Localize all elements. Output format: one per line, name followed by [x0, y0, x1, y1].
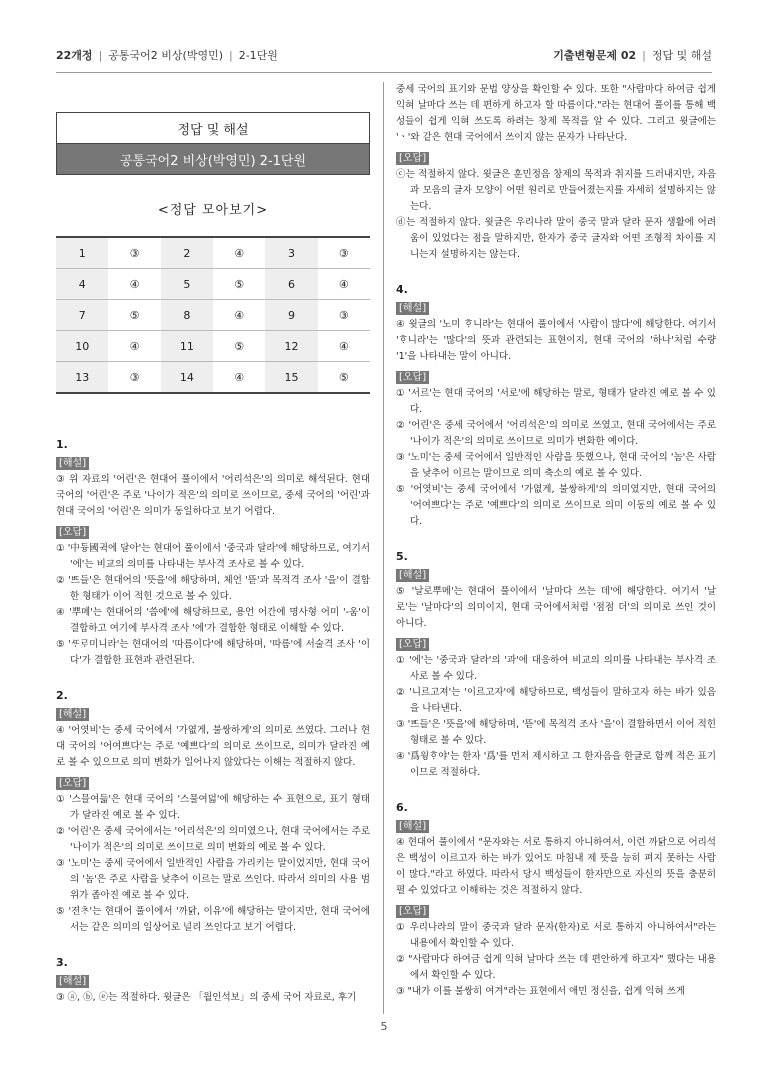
- question-4-explanation: ④ 윗글의 '노미 ᄒᆞ니라'는 현대어 풀이에서 '사람이 많다'에 해당한다. 여기서 'ᄒᆞ니라'는 '많다'의 뜻과 관련되는 표현이지, 현대 국어의 '하나'처럼 수량 '1'을 나타내는 말이 아니다.: [396, 319, 716, 362]
- question-2-wrong-item: ② '어린'은 중세 국어에서는 '어리석은'의 의미였으나, 현대 국어에서는 주로 '나이가 적은'의 의미로 쓰이므로 의미 변화의 예로 볼 수 있다.: [56, 826, 370, 853]
- question-1-wrong-item: ⑤ 'ᄯᆞᄅᆞ미니라'는 현대어의 '따름이다'에 해당하며, '따름'에 서술격 조사 '이다'가 결합한 표현과 관련된다.: [56, 639, 370, 666]
- answer-number: 13: [56, 362, 108, 394]
- answer-number: 6: [265, 269, 317, 300]
- answer-number: 8: [161, 300, 213, 331]
- title-box-heading: 정답 및 해설: [177, 122, 249, 138]
- question-1-wrong-item: ② 'ᄠᅳ들'은 현대어의 '뜻을'에 해당하며, 체언 '뜯'과 목적격 조사 '을'이 결합한 형태가 이어 적힌 것으로 볼 수 있다.: [56, 575, 370, 602]
- question-6-wrong-item: ③ "내가 이를 불쌍히 여겨"라는 표현에서 애민 정신을, 쉽게 익혀 쓰게: [396, 986, 686, 997]
- question-5-number: 5.: [396, 550, 408, 563]
- question-2-wrong-item: ③ '노미'는 중세 국어에서 일반적인 사람을 가리키는 말이었지만, 현대 국어의 '놈'은 주로 사람을 낮추어 이르는 말로 쓰인다. 따라서 의미의 사용 범위가 좁아진 예로 볼 수 있다.: [56, 858, 370, 901]
- wrong-label: [오답]: [396, 152, 429, 165]
- wrong-label: [오답]: [56, 777, 89, 790]
- explain-label: [해설]: [396, 820, 429, 833]
- question-1-wrong-item: ④ '뿌메'는 현대어의 '씀에'에 해당하므로, 용언 어간에 명사형 어미 '-움'이 결합하고 여기에 부사격 조사 '에'가 결합한 형태로 이해할 수 있다.: [56, 607, 370, 634]
- wrong-label: [오답]: [396, 371, 429, 384]
- question-1-number: 1.: [56, 438, 68, 451]
- answer-number: 10: [56, 331, 108, 362]
- header-unit: 2-1단원: [238, 49, 278, 62]
- answer-choice: ④: [213, 237, 265, 269]
- answer-choice: ⑤: [213, 269, 265, 300]
- answer-number: 12: [265, 331, 317, 362]
- answer-row: [56, 269, 370, 300]
- question-6-wrong-item: ② "사람마다 하여금 쉽게 익혀 날마다 쓰는 데 편안하게 하고자" 했다는 내용에서 확인할 수 있다.: [396, 954, 716, 981]
- explain-label: [해설]: [396, 569, 429, 582]
- question-3-number: 3.: [56, 956, 68, 969]
- answer-number: 7: [56, 300, 108, 331]
- question-4-wrong-item: ③ '노미'는 중세 국어에서 일반적인 사람을 뜻했으나, 현대 국어의 '놈'은 사람을 낮추어 이르는 말이므로 의미 축소의 예로 볼 수 있다.: [396, 452, 716, 479]
- title-box: [56, 112, 370, 175]
- question-4-wrong-item: ① '서르'는 현대 국어의 '서로'에 해당하는 말로, 형태가 달라진 예로 볼 수 있다.: [396, 388, 716, 415]
- answer-choice: ③: [108, 237, 160, 269]
- answer-number: 15: [265, 362, 317, 394]
- question-5-wrong-item: ① '에'는 '중국과 달라'의 '과'에 대응하여 비교의 의미를 나타내는 부사격 조사로 볼 수 있다.: [396, 655, 716, 682]
- question-5-explanation: ⑤ '날로뿌메'는 현대어 풀이에서 '날마다 쓰는 데'에 해당한다. 여기서 '날로'는 '날마다'의 의미이지, 현대 국어에서처럼 '점점 더'의 의미로 쓰인 것이 아니다.: [396, 586, 716, 629]
- explain-label: [해설]: [56, 708, 89, 721]
- column-divider: [383, 82, 384, 1014]
- answer-number: 5: [161, 269, 213, 300]
- question-6-explanation: ④ 현대어 풀이에서 "문자와는 서로 통하지 아니하여서, 이런 까닭으로 어리석은 백성이 이르고자 하는 바가 있어도 마침내 제 뜻을 능히 펴지 못하는 사람이 많다."라고 하였다. 따라서 당시 백성들이 한자만으로 자신의 뜻을 충분히 펼 수 있었다고 이해하는 것은 적절하지 않다.: [396, 837, 716, 896]
- wrong-label: [오답]: [396, 638, 429, 651]
- answer-row: [56, 331, 370, 362]
- page-header: [56, 44, 712, 66]
- wrong-label: [오답]: [396, 905, 429, 918]
- answer-row: [56, 300, 370, 331]
- answer-choice: ④: [318, 269, 370, 300]
- answer-choice: ④: [318, 331, 370, 362]
- question-1-wrong-item: ① '中듕國귁에 달아'는 현대어 풀이에서 '중국과 달라'에 해당하므로, 여기서 '에'는 비교의 의미를 나타내는 부사격 조사로 볼 수 있다.: [56, 543, 370, 570]
- question-4-wrong-item: ⑤ '어엿비'는 중세 국어에서 '가엾게, 불쌍하게'의 의미였지만, 현대 국어의 '어여쁘다'는 주로 '예쁘다'의 의미로 쓰이므로 의미 이동의 예로 볼 수 있다.: [396, 484, 716, 527]
- answer-number: 3: [265, 237, 317, 269]
- question-5-wrong-item: ④ '爲윙ᄒᆞ야'는 한자 '爲'를 먼저 제시하고 그 한자음을 한글로 함께 적은 표기이므로 적절하다.: [396, 751, 716, 778]
- explain-label: [해설]: [396, 302, 429, 315]
- answer-choice: ⑤: [213, 331, 265, 362]
- question-2-number: 2.: [56, 689, 68, 702]
- header-section: 정답 및 해설: [651, 49, 712, 62]
- title-box-subtitle: 공통국어2 비상(박영민) 2-1단원: [57, 143, 369, 174]
- question-2-wrong-item: ⑤ '젼ᄎᆞ'는 현대어 풀이에서 '까닭, 이유'에 해당하는 말이지만, 현대 국어에서는 같은 의미의 일상어로 널리 쓰인다고 보기 어렵다.: [56, 906, 370, 933]
- question-1-explanation: ③ 위 자료의 '어린'은 현대어 풀이에서 '어리석은'의 의미로 해석된다. 현대 국어의 '어린'은 주로 '나이가 적은'의 의미로 쓰이므로, 중세 국어의 '어린'과 현대 국어의 '어린'은 의미가 동일하다고 보기 어렵다.: [56, 474, 370, 517]
- header-edition: 22개정: [56, 49, 93, 62]
- answer-choice: ④: [213, 362, 265, 394]
- answer-number: 14: [161, 362, 213, 394]
- answer-number: 11: [161, 331, 213, 362]
- question-2-wrong-item: ① '스믈여듧'은 현대 국어의 '스물여덟'에 해당하는 수 표현으로, 표기 형태가 달라진 예로 볼 수 있다.: [56, 794, 370, 821]
- answer-number: 9: [265, 300, 317, 331]
- header-series: 기출변형문제 02: [553, 49, 637, 62]
- answer-choice: ⑤: [318, 362, 370, 394]
- answer-table: [56, 236, 370, 394]
- question-5-wrong-item: ② '니르고져'는 '이르고자'에 해당하므로, 백성들이 말하고자 하는 바가 있음을 나타낸다.: [396, 687, 716, 714]
- right-column: [396, 82, 716, 1000]
- question-3-explanation-cont: 중세 국어의 표기와 문법 양상을 확인할 수 있다. 또한 "사람마다 하여금 쉽게 익혀 날마다 쓰는 데 편하게 하고자 할 따름이다."라는 현대어 풀이를 통해 백성들이 쉽게 익혀 쓰도록 하려는 창제 목적을 알 수 있다. 그리고 윗글에는 'ㆍ'와 같은 현대 국어에서 쓰이지 않는 문자가 나타난다.: [396, 84, 716, 143]
- answer-number: 2: [161, 237, 213, 269]
- explain-label: [해설]: [56, 457, 89, 470]
- question-3-wrong-item: ⓒ는 적절하지 않다. 윗글은 훈민정음 창제의 목적과 취지를 드러내지만, 자음과 모음의 글자 모양이 어떤 원리로 만들어졌는지를 자세히 설명하지는 않는다.: [396, 169, 716, 212]
- answer-choice: ③: [108, 362, 160, 394]
- question-3-explanation-start: ③ ⓐ, ⓑ, ⓔ는 적절하다. 윗글은 「월인석보」의 중세 국어 자료로, 후기: [56, 992, 357, 1003]
- answer-choice: ③: [318, 300, 370, 331]
- answer-number: 1: [56, 237, 108, 269]
- header-textbook: 공통국어2 비상(박영민): [108, 49, 223, 62]
- explain-label: [해설]: [56, 975, 89, 988]
- answer-choice: ⑤: [108, 300, 160, 331]
- question-5-wrong-item: ③ 'ᄠᅳ들'은 '뜻을'에 해당하며, '뜯'에 목적격 조사 '을'이 결합하면서 이어 적힌 형태로 볼 수 있다.: [396, 719, 716, 746]
- answer-choice: ④: [213, 300, 265, 331]
- answer-choice: ③: [318, 237, 370, 269]
- page-number: 5: [380, 1020, 388, 1033]
- question-6-wrong-item: ① 우리나라의 말이 중국과 달라 문자(한자)로 서로 통하지 아니하여서"라는 내용에서 확인할 수 있다.: [396, 922, 716, 949]
- answer-choice: ④: [108, 331, 160, 362]
- header-right: 기출변형문제 02 | 정답 및 해설: [553, 49, 712, 62]
- wrong-label: [오답]: [56, 526, 89, 539]
- left-column: [56, 82, 370, 1006]
- answer-number: 4: [56, 269, 108, 300]
- answer-row: [56, 237, 370, 269]
- question-6-number: 6.: [396, 801, 408, 814]
- header-left: 22개정 | 공통국어2 비상(박영민) | 2-1단원: [56, 49, 278, 62]
- header-rule: [56, 72, 712, 73]
- answer-row: [56, 362, 370, 394]
- question-3-wrong-item: ⓓ는 적절하지 않다. 윗글은 우리나라 말이 중국 말과 달라 문자 생활에 어려움이 있었다는 점을 말하지만, 한자가 중국 글자와 어떤 조형적 차이를 지니는지 설명하지는 않는다.: [396, 217, 716, 260]
- question-2-explanation: ④ '어엿비'는 중세 국어에서 '가엾게, 불쌍하게'의 의미로 쓰였다. 그러나 현대 국어의 '어여쁘다'는 주로 '예쁘다'의 의미로 쓰이므로, 의미가 달라진 예로 볼 수 있으므로 의미 변화가 일어나지 않았다는 이해는 적절하지 않다.: [56, 725, 370, 768]
- answer-choice: ④: [108, 269, 160, 300]
- question-4-wrong-item: ② '어린'은 중세 국어에서 '어리석은'의 의미로 쓰였고, 현대 국어에서는 주로 '나이가 적은'의 의미로 쓰이므로 의미가 변화한 예이다.: [396, 420, 716, 447]
- question-4-number: 4.: [396, 283, 408, 296]
- answers-title: <정답 모아보기>: [157, 203, 269, 218]
